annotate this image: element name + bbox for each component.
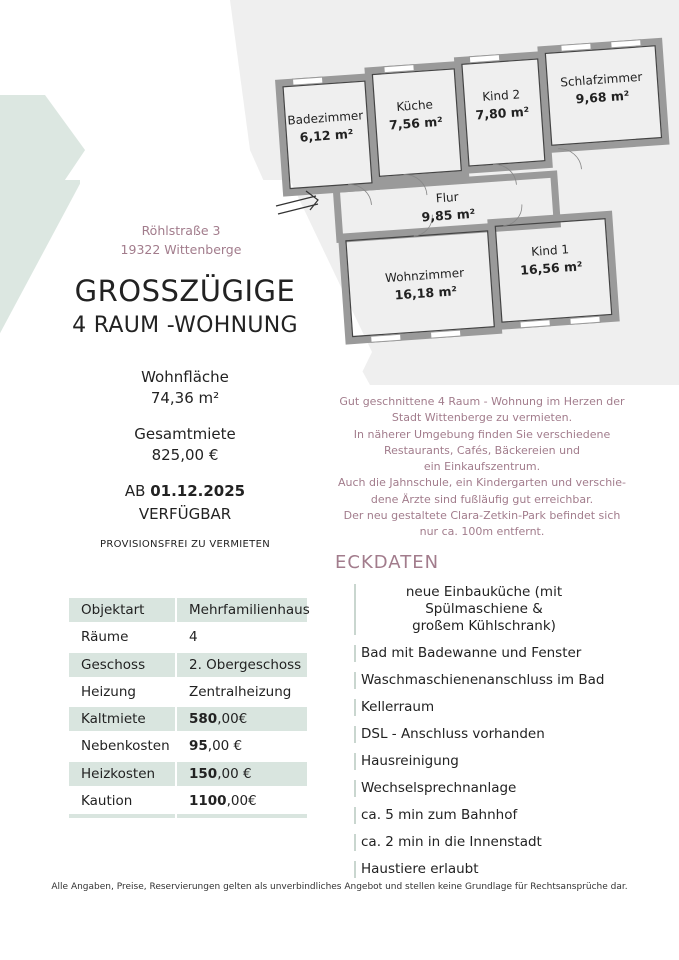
room-label-schlafzimmer: Schlafzimmer: [559, 69, 643, 90]
eckdaten-item: [354, 584, 612, 635]
eckdaten-item: Waschmaschienenanschluss im Bad: [354, 672, 654, 689]
room-area-kueche: 7,56 m²: [388, 113, 444, 133]
table-value-bold: 580: [189, 711, 218, 728]
room-area-kind1: 16,56 m²: [519, 258, 583, 278]
description-line: Gut geschnittene 4 Raum - Wohnung im Herzen der: [339, 395, 625, 408]
description: [336, 394, 628, 541]
table-row: [69, 653, 307, 680]
table-bottom-rule: [69, 814, 307, 818]
table-value: 4: [189, 629, 198, 646]
description-line: nur ca. 100m entfernt.: [419, 525, 545, 539]
table-value: Mehrfamilienhaus: [177, 598, 307, 622]
gesamtmiete-value: 825,00 €: [151, 446, 219, 464]
eckdaten-item: ca. 2 min in die Innenstadt: [354, 834, 654, 851]
description-line: Restaurants, Cafés, Bäckereien und: [383, 443, 581, 457]
table-value-bold: 1100: [189, 793, 227, 810]
eckdaten-item: Haustiere erlaubt: [354, 861, 654, 878]
available-label: VERFÜGBAR: [138, 505, 232, 523]
room-area-schlafzimmer: 9,68 m²: [575, 87, 630, 107]
floor-plan: [0, 0, 679, 400]
table-value-bold: 95: [189, 738, 208, 755]
address-street: Röhlstraße 3: [141, 223, 221, 238]
eckdaten-item: Kellerraum: [354, 699, 654, 716]
table-row: [69, 734, 307, 761]
page-title: GROSSZÜGIGE: [74, 274, 296, 308]
table-value: 2. Obergeschoss: [177, 653, 307, 677]
table-row: [69, 625, 307, 652]
room-label-flur: Flur: [435, 189, 460, 206]
table-value: Zentralheizung: [189, 683, 292, 700]
room-label-wohnzimmer: Wohnzimmer: [384, 265, 465, 286]
description-line: dene Ärzte sind fußläufig gut erreichbar.: [370, 492, 594, 506]
room-label-kind1: Kind 1: [530, 242, 570, 259]
page-subtitle: 4 RAUM -WOHNUNG: [72, 313, 298, 338]
eckdaten-list: [354, 584, 654, 888]
description-line: Stadt Wittenberge zu vermieten.: [391, 411, 573, 425]
description-line: In näherer Umgebung finden Sie verschiedene: [353, 427, 611, 441]
table-bottom-rule-left: [69, 814, 175, 818]
eckdaten-item: ca. 5 min zum Bahnhof: [354, 807, 654, 824]
room-area-flur: 9,85 m²: [421, 205, 476, 225]
eckdaten-item: Hausreinigung: [354, 753, 654, 770]
table-label: Geschoss: [69, 653, 175, 677]
room-label-kind2: Kind 2: [481, 87, 521, 104]
eckdaten-item-line: großem Kühlschrank): [412, 618, 556, 634]
available-from-date: 01.12.2025: [150, 482, 246, 500]
description-line: ein Einkaufszentrum.: [423, 460, 541, 474]
room-area-kind2: 7,80 m²: [475, 103, 530, 123]
table-label: Heizung: [81, 683, 136, 700]
provision-note: PROVISIONSFREI ZU VERMIETEN: [100, 539, 270, 550]
table-label: Heizkosten: [69, 762, 175, 786]
eckdaten-item: DSL - Anschluss vorhanden: [354, 726, 654, 743]
eckdaten-item: Wechselsprechnanlage: [354, 780, 654, 797]
description-line: Der neu gestaltete Clara-Zetkin-Park befindet sich: [343, 509, 621, 523]
details-table: [69, 598, 310, 816]
description-line: Auch die Jahnschule, ein Kindergarten und verschie-: [338, 476, 626, 490]
eckdaten-heading: ECKDATEN: [335, 552, 440, 573]
table-label: Objektart: [69, 598, 175, 622]
table-row: [69, 789, 307, 816]
table-value: [177, 789, 307, 813]
table-value: [177, 707, 307, 731]
table-value-bold: 150: [189, 765, 218, 782]
wohnflaeche-label: Wohnfläche: [141, 368, 229, 386]
table-label: Räume: [81, 629, 129, 646]
table-label: Nebenkosten: [81, 738, 170, 755]
table-row: [69, 707, 307, 734]
table-value-rest: ,00€: [217, 711, 248, 728]
eckdaten-item: Bad mit Badewanne und Fenster: [354, 645, 654, 662]
table-label: Kaltmiete: [69, 707, 175, 731]
table-value: [177, 762, 307, 786]
gesamtmiete-label: Gesamtmiete: [134, 425, 236, 443]
room-label-badezimmer: Badezimmer: [286, 108, 364, 128]
available-from: [0, 482, 370, 500]
room-area-badezimmer: 6,12 m²: [299, 126, 354, 145]
available-from-label: AB: [124, 482, 146, 500]
table-label: Kaution: [81, 793, 133, 810]
table-value-rest: ,00 €: [207, 738, 243, 755]
table-row: [69, 762, 307, 789]
table-bottom-rule-right: [177, 814, 307, 818]
legal-disclaimer: Alle Angaben, Preise, Reservierungen gelten als unverbindliches Angebot und stellen keine Grundlage für Rechtsansprüche dar.: [51, 882, 628, 892]
table-row: [69, 598, 310, 625]
table-value-rest: ,00€: [226, 793, 257, 810]
table-row: [69, 680, 307, 707]
eckdaten-item-line: neue Einbauküche (mit Spülmaschiene &: [405, 584, 563, 617]
table-value: [177, 734, 307, 758]
room-area-wohnzimmer: 16,18 m²: [394, 283, 458, 303]
table-value-rest: ,00 €: [217, 765, 252, 782]
address-city: 19322 Wittenberge: [120, 242, 242, 257]
room-label-kueche: Küche: [396, 97, 434, 114]
wohnflaeche-value: 74,36 m²: [150, 389, 220, 407]
